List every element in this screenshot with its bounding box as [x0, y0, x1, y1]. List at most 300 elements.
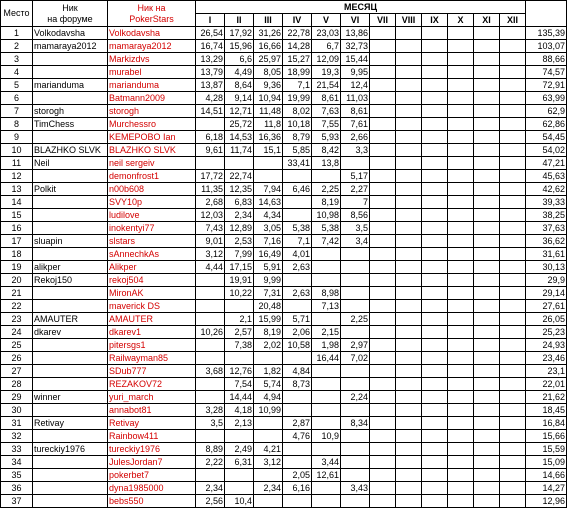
- month-value-cell: 6,6: [225, 53, 254, 66]
- ranking-rows: [1, 27, 567, 508]
- forum-nick-cell: Rekoj150: [33, 274, 108, 287]
- month-value-cell: [500, 469, 526, 482]
- month-value-cell: [312, 391, 341, 404]
- pokerstars-nick-cell: Batmann2009: [108, 92, 196, 105]
- forum-nick-cell: [33, 66, 108, 79]
- pokerstars-nick-cell: rekoj504: [108, 274, 196, 287]
- total-cell: 21,62: [526, 391, 567, 404]
- month-value-cell: [448, 131, 474, 144]
- month-value-cell: 2,34: [254, 482, 283, 495]
- month-value-cell: [448, 53, 474, 66]
- month-header-3: III: [254, 14, 283, 27]
- month-value-cell: 2,87: [283, 417, 312, 430]
- month-value-cell: [500, 222, 526, 235]
- month-value-cell: [312, 443, 341, 456]
- month-value-cell: 15,99: [254, 313, 283, 326]
- month-value-cell: [422, 430, 448, 443]
- month-value-cell: [283, 456, 312, 469]
- total-cell: 15,66: [526, 430, 567, 443]
- table-row: [1, 222, 567, 235]
- month-value-cell: [370, 118, 396, 131]
- month-value-cell: [422, 378, 448, 391]
- month-value-cell: [370, 144, 396, 157]
- month-value-cell: [370, 66, 396, 79]
- month-value-cell: 10,22: [225, 287, 254, 300]
- month-value-cell: 10,26: [196, 326, 225, 339]
- month-value-cell: 2,34: [196, 482, 225, 495]
- total-cell: 15,59: [526, 443, 567, 456]
- table-row: [1, 326, 567, 339]
- month-value-cell: [396, 170, 422, 183]
- total-cell: 12,96: [526, 495, 567, 508]
- month-value-cell: 20,48: [254, 300, 283, 313]
- month-value-cell: [341, 300, 370, 313]
- month-value-cell: 9,36: [254, 79, 283, 92]
- month-value-cell: [396, 131, 422, 144]
- pokerstars-nick-cell: mamaraya2012: [108, 40, 196, 53]
- month-value-cell: [500, 300, 526, 313]
- table-row: [1, 430, 567, 443]
- month-value-cell: [474, 469, 500, 482]
- month-value-cell: [370, 365, 396, 378]
- month-header-8: VIII: [396, 14, 422, 27]
- month-value-cell: [341, 378, 370, 391]
- month-value-cell: [312, 417, 341, 430]
- month-value-cell: [341, 287, 370, 300]
- month-value-cell: 4,28: [196, 92, 225, 105]
- month-value-cell: [370, 27, 396, 40]
- forum-nick-cell: Polkit: [33, 183, 108, 196]
- month-value-cell: 2,15: [312, 326, 341, 339]
- month-value-cell: [474, 209, 500, 222]
- forum-nick-cell: [33, 430, 108, 443]
- month-value-cell: [474, 417, 500, 430]
- month-value-cell: [448, 365, 474, 378]
- month-value-cell: [474, 248, 500, 261]
- month-value-cell: [370, 196, 396, 209]
- month-value-cell: 10,98: [312, 209, 341, 222]
- month-value-cell: 8,89: [196, 443, 225, 456]
- month-value-cell: [422, 261, 448, 274]
- month-value-cell: 3,05: [254, 222, 283, 235]
- month-value-cell: [422, 40, 448, 53]
- month-value-cell: [370, 79, 396, 92]
- month-value-cell: [474, 300, 500, 313]
- month-value-cell: 7,1: [283, 235, 312, 248]
- month-value-cell: [396, 287, 422, 300]
- month-value-cell: 16,74: [196, 40, 225, 53]
- total-cell: 36,62: [526, 235, 567, 248]
- month-value-cell: [283, 209, 312, 222]
- month-value-cell: 2,68: [196, 196, 225, 209]
- month-value-cell: [500, 66, 526, 79]
- total-cell: 27,61: [526, 300, 567, 313]
- table-row: [1, 495, 567, 508]
- forum-nick-cell: [33, 469, 108, 482]
- forum-nick-cell: winner: [33, 391, 108, 404]
- month-value-cell: [422, 456, 448, 469]
- month-value-cell: [474, 391, 500, 404]
- month-value-cell: [448, 482, 474, 495]
- month-value-cell: 13,79: [196, 66, 225, 79]
- month-value-cell: [422, 417, 448, 430]
- table-row: [1, 118, 567, 131]
- month-value-cell: [474, 339, 500, 352]
- month-value-cell: [422, 209, 448, 222]
- month-value-cell: 21,54: [312, 79, 341, 92]
- month-value-cell: 8,73: [283, 378, 312, 391]
- forum-nick-cell: Volkodavsha: [33, 27, 108, 40]
- forum-nick-cell: [33, 222, 108, 235]
- table-row: [1, 482, 567, 495]
- place-cell: 19: [1, 261, 33, 274]
- forum-nick-cell: dkarev: [33, 326, 108, 339]
- month-value-cell: [422, 404, 448, 417]
- pokerstars-nick-cell: sAnnechkAs: [108, 248, 196, 261]
- month-value-cell: 5,71: [283, 313, 312, 326]
- place-cell: 21: [1, 287, 33, 300]
- month-value-cell: [500, 326, 526, 339]
- place-cell: 30: [1, 404, 33, 417]
- month-value-cell: [474, 157, 500, 170]
- month-value-cell: [474, 495, 500, 508]
- place-cell: 14: [1, 196, 33, 209]
- table-row: [1, 92, 567, 105]
- total-cell: 54,45: [526, 131, 567, 144]
- pokerstars-nick-cell: pitersgs1: [108, 339, 196, 352]
- place-cell: 9: [1, 131, 33, 144]
- month-value-cell: [500, 209, 526, 222]
- forum-nick-cell: [33, 209, 108, 222]
- table-row: [1, 105, 567, 118]
- month-value-cell: [448, 456, 474, 469]
- month-value-cell: [474, 482, 500, 495]
- month-value-cell: [396, 313, 422, 326]
- month-value-cell: 3,68: [196, 365, 225, 378]
- forum-nick-cell: [33, 248, 108, 261]
- forum-nick-cell: [33, 170, 108, 183]
- forum-nick-cell: [33, 92, 108, 105]
- month-value-cell: [474, 196, 500, 209]
- month-value-cell: [448, 27, 474, 40]
- month-value-cell: [448, 495, 474, 508]
- place-cell: 26: [1, 352, 33, 365]
- month-value-cell: [283, 391, 312, 404]
- month-value-cell: 4,18: [225, 404, 254, 417]
- month-value-cell: 2,53: [225, 235, 254, 248]
- pokerstars-nick-cell: Murchessro: [108, 118, 196, 131]
- month-value-cell: [370, 183, 396, 196]
- month-value-cell: [312, 378, 341, 391]
- forum-nick-cell: [33, 495, 108, 508]
- month-value-cell: [341, 495, 370, 508]
- month-value-cell: [474, 326, 500, 339]
- place-cell: 23: [1, 313, 33, 326]
- month-value-cell: [312, 482, 341, 495]
- month-header-2: II: [225, 14, 254, 27]
- month-value-cell: [396, 378, 422, 391]
- month-value-cell: [341, 404, 370, 417]
- month-value-cell: [396, 53, 422, 66]
- month-value-cell: [396, 391, 422, 404]
- month-value-cell: [225, 482, 254, 495]
- pokerstars-nick-cell: SDub777: [108, 365, 196, 378]
- month-value-cell: [312, 248, 341, 261]
- month-value-cell: [283, 404, 312, 417]
- month-value-cell: [370, 404, 396, 417]
- total-cell: 42,62: [526, 183, 567, 196]
- place-cell: 6: [1, 92, 33, 105]
- month-value-cell: [500, 378, 526, 391]
- month-value-cell: [396, 300, 422, 313]
- month-value-cell: [448, 404, 474, 417]
- month-value-cell: 12,4: [341, 79, 370, 92]
- month-value-cell: [370, 482, 396, 495]
- month-value-cell: 7,63: [312, 105, 341, 118]
- month-value-cell: [448, 274, 474, 287]
- month-value-cell: 4,21: [254, 443, 283, 456]
- month-value-cell: [500, 235, 526, 248]
- month-value-cell: 32,73: [341, 40, 370, 53]
- month-value-cell: [396, 417, 422, 430]
- month-value-cell: 5,38: [312, 222, 341, 235]
- month-value-cell: 13,8: [312, 157, 341, 170]
- month-value-cell: [474, 287, 500, 300]
- month-value-cell: [422, 495, 448, 508]
- month-value-cell: [396, 144, 422, 157]
- forum-nick-cell: [33, 131, 108, 144]
- month-value-cell: [448, 92, 474, 105]
- month-value-cell: [370, 53, 396, 66]
- month-value-cell: 5,74: [254, 378, 283, 391]
- month-value-cell: [196, 287, 225, 300]
- month-value-cell: [254, 469, 283, 482]
- month-value-cell: [500, 404, 526, 417]
- month-value-cell: 4,49: [225, 66, 254, 79]
- month-value-cell: [448, 339, 474, 352]
- place-cell: 3: [1, 53, 33, 66]
- month-value-cell: 13,29: [196, 53, 225, 66]
- pokerstars-nick-cell: JulesJordan7: [108, 456, 196, 469]
- pokerstars-nick-cell: Railwayman85: [108, 352, 196, 365]
- month-value-cell: [448, 430, 474, 443]
- place-cell: 7: [1, 105, 33, 118]
- month-value-cell: 8,42: [312, 144, 341, 157]
- month-value-cell: [196, 313, 225, 326]
- month-value-cell: 8,61: [341, 105, 370, 118]
- month-value-cell: [196, 157, 225, 170]
- month-value-cell: 12,89: [225, 222, 254, 235]
- month-value-cell: [370, 287, 396, 300]
- month-value-cell: 2,49: [225, 443, 254, 456]
- month-value-cell: [422, 92, 448, 105]
- month-value-cell: 2,66: [341, 131, 370, 144]
- month-value-cell: [500, 53, 526, 66]
- month-value-cell: [500, 40, 526, 53]
- month-value-cell: [370, 469, 396, 482]
- table-row: [1, 79, 567, 92]
- month-value-cell: [422, 222, 448, 235]
- month-value-cell: [422, 248, 448, 261]
- month-value-cell: 12,09: [312, 53, 341, 66]
- month-value-cell: [396, 66, 422, 79]
- month-value-cell: [448, 443, 474, 456]
- month-value-cell: [254, 352, 283, 365]
- month-value-cell: 2,97: [341, 339, 370, 352]
- month-value-cell: [396, 443, 422, 456]
- month-value-cell: [500, 170, 526, 183]
- table-row: [1, 456, 567, 469]
- month-value-cell: [474, 66, 500, 79]
- month-value-cell: [225, 300, 254, 313]
- month-value-cell: [370, 40, 396, 53]
- month-value-cell: [370, 326, 396, 339]
- month-value-cell: [474, 118, 500, 131]
- month-value-cell: [396, 456, 422, 469]
- month-value-cell: [448, 157, 474, 170]
- month-value-cell: [448, 287, 474, 300]
- month-value-cell: [254, 170, 283, 183]
- place-cell: 36: [1, 482, 33, 495]
- month-value-cell: 14,51: [196, 105, 225, 118]
- month-value-cell: [196, 274, 225, 287]
- header-row: [1, 1, 567, 14]
- month-value-cell: [500, 482, 526, 495]
- month-value-cell: 4,01: [283, 248, 312, 261]
- month-value-cell: [422, 287, 448, 300]
- pokerstars-nick-cell: murabel: [108, 66, 196, 79]
- forum-nick-cell: [33, 339, 108, 352]
- month-value-cell: [422, 469, 448, 482]
- month-value-cell: [196, 339, 225, 352]
- month-value-cell: [448, 378, 474, 391]
- month-value-cell: [422, 313, 448, 326]
- month-value-cell: [283, 495, 312, 508]
- month-value-cell: 2,57: [225, 326, 254, 339]
- forum-nick-cell: [33, 404, 108, 417]
- month-value-cell: [396, 27, 422, 40]
- month-value-cell: 7,31: [254, 287, 283, 300]
- month-value-cell: 10,94: [254, 92, 283, 105]
- place-cell: 24: [1, 326, 33, 339]
- table-row: [1, 287, 567, 300]
- month-value-cell: [370, 131, 396, 144]
- month-header-12: XII: [500, 14, 526, 27]
- table-row: [1, 248, 567, 261]
- total-cell: 47,21: [526, 157, 567, 170]
- month-value-cell: [312, 313, 341, 326]
- month-value-cell: [312, 495, 341, 508]
- month-value-cell: [448, 391, 474, 404]
- month-value-cell: 3,5: [341, 222, 370, 235]
- month-value-cell: 7,43: [196, 222, 225, 235]
- month-value-cell: 5,17: [341, 170, 370, 183]
- place-cell: 34: [1, 456, 33, 469]
- month-value-cell: 2,27: [341, 183, 370, 196]
- month-value-cell: 4,76: [283, 430, 312, 443]
- table-row: [1, 53, 567, 66]
- header-place: Место: [1, 1, 33, 27]
- forum-nick-cell: [33, 53, 108, 66]
- month-value-cell: [225, 469, 254, 482]
- forum-nick-cell: [33, 456, 108, 469]
- month-value-cell: [474, 144, 500, 157]
- total-cell: 14,27: [526, 482, 567, 495]
- month-value-cell: [448, 66, 474, 79]
- month-value-cell: [370, 157, 396, 170]
- month-value-cell: 8,56: [341, 209, 370, 222]
- month-value-cell: [341, 365, 370, 378]
- month-value-cell: [448, 209, 474, 222]
- total-cell: 135,39: [526, 27, 567, 40]
- month-value-cell: [396, 261, 422, 274]
- total-cell: 24,93: [526, 339, 567, 352]
- place-cell: 33: [1, 443, 33, 456]
- month-value-cell: [312, 261, 341, 274]
- month-value-cell: [500, 313, 526, 326]
- place-cell: 10: [1, 144, 33, 157]
- month-value-cell: [422, 326, 448, 339]
- month-value-cell: 2,1: [225, 313, 254, 326]
- month-value-cell: 19,99: [283, 92, 312, 105]
- month-value-cell: [196, 469, 225, 482]
- month-header-1: I: [196, 14, 225, 27]
- month-value-cell: [448, 105, 474, 118]
- table-row: [1, 196, 567, 209]
- month-value-cell: [422, 352, 448, 365]
- total-cell: 23,46: [526, 352, 567, 365]
- month-value-cell: [422, 482, 448, 495]
- month-value-cell: 2,63: [283, 287, 312, 300]
- pokerstars-nick-cell: KEMEPOBO Ian: [108, 131, 196, 144]
- place-cell: 2: [1, 40, 33, 53]
- month-value-cell: 2,22: [196, 456, 225, 469]
- month-value-cell: 9,61: [196, 144, 225, 157]
- place-cell: 18: [1, 248, 33, 261]
- total-cell: 62,86: [526, 118, 567, 131]
- month-value-cell: 4,94: [254, 391, 283, 404]
- total-cell: 38,25: [526, 209, 567, 222]
- pokerstars-nick-cell: SVY10p: [108, 196, 196, 209]
- table-row: [1, 352, 567, 365]
- month-value-cell: [500, 417, 526, 430]
- month-value-cell: [448, 469, 474, 482]
- month-value-cell: [396, 235, 422, 248]
- table-row: [1, 443, 567, 456]
- pokerstars-nick-cell: ludilove: [108, 209, 196, 222]
- month-value-cell: [196, 391, 225, 404]
- month-value-cell: [422, 365, 448, 378]
- month-value-cell: [196, 430, 225, 443]
- month-value-cell: [370, 339, 396, 352]
- month-value-cell: [396, 430, 422, 443]
- month-value-cell: 6,16: [283, 482, 312, 495]
- total-cell: 30,13: [526, 261, 567, 274]
- month-value-cell: [341, 469, 370, 482]
- table-row: [1, 183, 567, 196]
- month-value-cell: 4,34: [254, 209, 283, 222]
- month-value-cell: 12,35: [225, 183, 254, 196]
- header-forum-nick: [33, 1, 108, 27]
- forum-nick-cell: sluapin: [33, 235, 108, 248]
- month-value-cell: [422, 300, 448, 313]
- total-cell: 14,66: [526, 469, 567, 482]
- month-value-cell: 22,78: [283, 27, 312, 40]
- total-cell: 26,05: [526, 313, 567, 326]
- month-value-cell: [500, 274, 526, 287]
- pokerstars-nick-cell: slstars: [108, 235, 196, 248]
- month-value-cell: 3,12: [196, 248, 225, 261]
